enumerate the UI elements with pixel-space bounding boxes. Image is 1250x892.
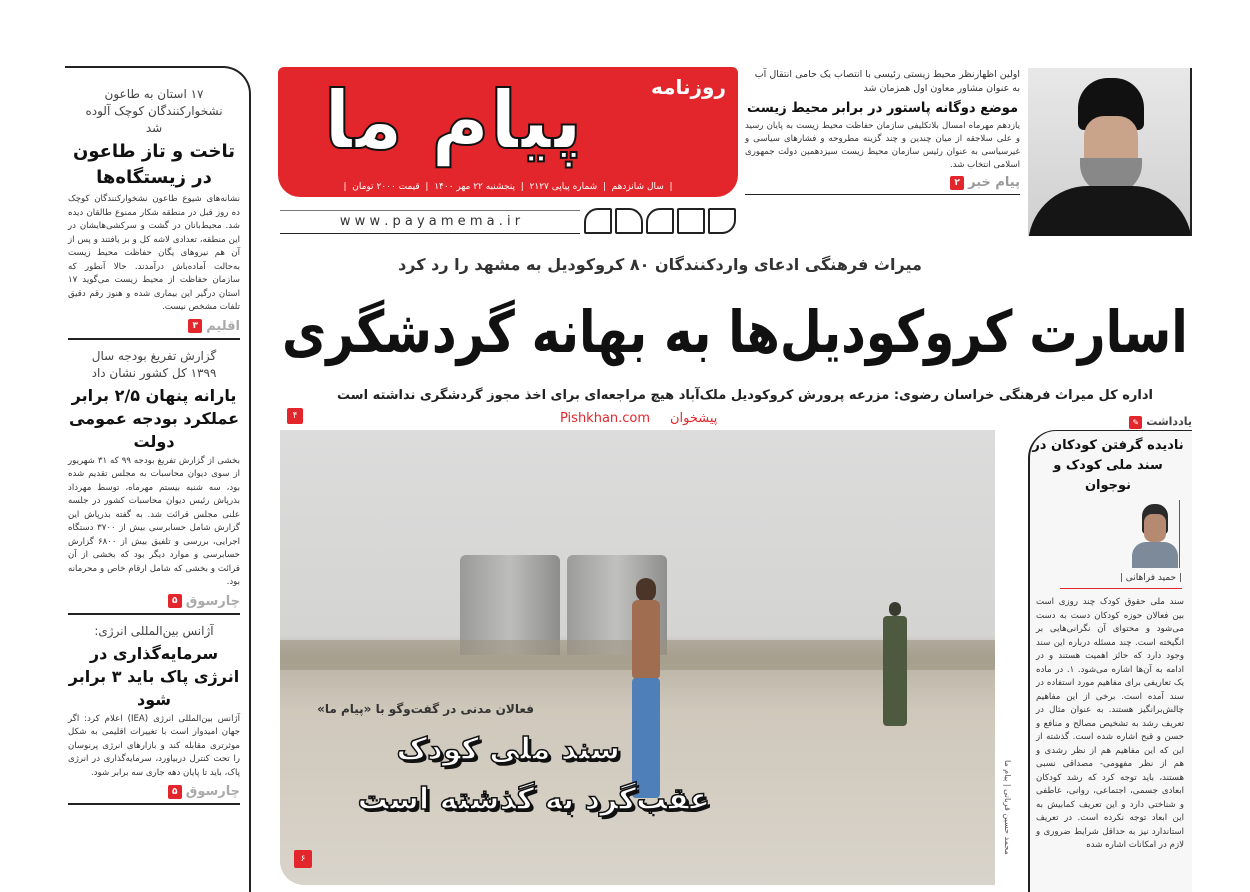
page-number: ۵ bbox=[168, 785, 182, 799]
story-kicker: گزارش تفریغ بودجه سال ۱۳۹۹ کل کشور نشان داد bbox=[91, 348, 217, 380]
note-headline[interactable]: نادیده گرفتن کودکان در سند ملی کودک و نوجوان bbox=[1032, 438, 1184, 493]
photo-page-number[interactable]: ۶ bbox=[294, 850, 312, 868]
story-headline-row bbox=[745, 96, 1020, 120]
section-link[interactable] bbox=[68, 784, 240, 799]
story-kicker-2: به عنوان مشاور معاون اول همزمان شد bbox=[863, 83, 1020, 94]
issue-info-row bbox=[288, 180, 728, 194]
masthead-logo[interactable] bbox=[278, 67, 738, 197]
photo-headline-2[interactable]: عقب‌گرد به گذشته است bbox=[357, 782, 710, 817]
man-figure bbox=[880, 602, 910, 732]
section-link[interactable] bbox=[68, 594, 240, 609]
issue-info: | سال شانزدهم | شماره پیاپی ۲۱۲۷ | پنجشنبه ۲۲ مهر ۱۴۰۰ | قیمت ۲۰۰۰ تومان | bbox=[343, 182, 673, 192]
story-kicker: اولین اظهارنظر محیط زیستی رئیسی با انتصاب یک حامی انتقال آب bbox=[754, 69, 1020, 80]
pre-title: روزنامه bbox=[651, 75, 726, 99]
note-body: سند ملی حقوق کودک چند روزی است بین فعالان حوزه کودکان دست به دست می‌شود و محتوای آن نگرانی‌هایی بر انگیخته است. چند مسئله درباره این سند وجود دارد که حائز اهمیت هستند و در ادامه به آن‌ها اشاره می‌شود. ۱. در ماده یک تعاریفی برای مفاهیم مورد استفاده در سند آمده است. برخی از این مفاهیم چالش‌برانگیز هستند. به عنوان مثال در تعریف رشد به تشخیص مصالح و منافع و حسن و قبح اشاره شده است. گذشته از این که این مفاهیم هم از نظر رشدی و هم از نظر مفهومی- مصداقی نسبی هستند، باید توجه کرد که رشد کودکان ابعادی جسمی، اجتماعی، روانی، عاطفی و شناختی دارد و این تعریف کمابیش به این ابعاد توجه نکرده است. در تعریف استاندارد نیز به حداقل شرایط ضروری و لازم در امکانات اشاره شده bbox=[1036, 597, 1184, 850]
main-page-number[interactable]: ۴ bbox=[287, 408, 303, 424]
story-headline: تاخت و تاز طاعون در زیستگاه‌ها bbox=[72, 141, 236, 188]
watermark-fa: پیشخوان bbox=[670, 411, 718, 426]
story-headline: موضع دوگانه پاستور در برابر محیط زیست bbox=[746, 100, 1019, 116]
note-label: یادداشت bbox=[1146, 415, 1192, 428]
author-name[interactable]: | حمید فراهانی | bbox=[1119, 573, 1182, 583]
main-photo[interactable] bbox=[280, 430, 995, 885]
story-kicker: آژانس بین‌المللی انرژی: bbox=[94, 623, 214, 638]
story-body: نشانه‌های شیوع طاعون نشخوارکنندگان کوچک ده روز قبل در منطقه شکار ممنوع طالقان دیده شد. محیط‌بانان در گشت و سرکشی‌هایشان در این منطقه، تعدادی لاشه کل و بز یافتند و پس از آن هم نیروهای یگان حفاظت محیط زیست به‌حالت آماده‌باش درآمدند. حالا آنطور که سازمان حفاظت از محیط زیست می‌گوید ۱۷ استان درگیر این بیماری شده و هنوز رقم دقیق تلفات مشخص نیست. bbox=[68, 194, 240, 312]
divider bbox=[68, 338, 240, 340]
top-story[interactable] bbox=[745, 68, 1020, 195]
author-photo bbox=[1128, 500, 1180, 568]
note-label-row bbox=[1100, 414, 1192, 430]
story-body: آژانس بین‌المللی انرژی (IEA) اعلام کرد: اگر جهان امیدوار است با تغییرات اقلیمی به شکل موثرتری مقابله کند و بازارهای انرژی پرنوسان را تحت کنترل دربیاورد، سرمایه‌گذاری در انرژی پاک، باید تا پایان دهه جاری سه برابر شود. bbox=[68, 713, 240, 778]
note-icon: ✎ bbox=[1129, 416, 1142, 429]
story-body: بخشی از گزارش تفریغ بودجه ۹۹ که ۳۱ شهریور از سوی دیوان محاسبات به مجلس تقدیم شده بود، سه شنبه بیستم مهرماه، توسط مهرداد بذرپاش رئیس دیوان محاسبات کشور در جلسه علنی مجلس قرائت شد. به گفته بذرپاش این گزارش شامل حسابرسی بیش از ۳۷۰۰ دستگاه اجرایی، بررسی و تلفیق بیش از ۶۸۰۰ گزارش حسابرسی و موارد دیگر بود که بخشی از آن قرائت و بخشی که شامل ارقام خاص و محرمانه بود. bbox=[68, 455, 241, 587]
page-number: ۲ bbox=[950, 176, 964, 190]
section-link[interactable] bbox=[68, 319, 240, 334]
main-kicker: میراث فرهنگی ادعای واردکنندگان ۸۰ کروکودیل به مشهد را رد کرد bbox=[398, 255, 922, 274]
logo-text: پیام ما bbox=[323, 74, 583, 167]
website-url[interactable]: w w w . p a y a m e m a . i r bbox=[339, 214, 521, 229]
url-bar bbox=[280, 210, 580, 234]
page-number: ۳ bbox=[188, 319, 202, 333]
story-headline: سرمایه‌گذاری در انرژی پاک باید ۳ برابر شود bbox=[68, 643, 240, 709]
story-headline: یارانه پنهان ۲/۵ برابر عملکرد بودجه عمومی دولت bbox=[68, 385, 240, 451]
main-headline[interactable]: اسارت کروکودیل‌ها به بهانه گردشگری bbox=[282, 298, 1188, 366]
page-number: ۵ bbox=[168, 594, 182, 608]
story-body: یازدهم مهرماه امسال بلاتکلیفی سازمان حفاظت محیط زیست به پایان رسید و علی سلاجقه از میان چندین و چند گزینه مطروحه و فشارهای سیاسی و غیرسیاسی به عنوان رئیس سازمان محیط زیست سیزدهمین دولت جمهوری اسلامی انتخاب شد. bbox=[745, 121, 1020, 170]
section-name: اقلیم bbox=[206, 318, 240, 334]
story-kicker: ۱۷ استان به طاعون نشخوارکنندگان کوچک آلوده شد bbox=[85, 87, 223, 135]
watermark: Pishkhan.com bbox=[560, 411, 651, 426]
photo-kicker: فعالان مدنی در گفت‌وگو با «پیام ما» bbox=[317, 702, 534, 716]
boy-figure bbox=[626, 578, 666, 808]
photo-credit: محمد حسین قربانی | پیام ما bbox=[1003, 760, 1012, 855]
photo-headline-1[interactable]: سند ملی کودک bbox=[396, 732, 620, 767]
left-story-3[interactable] bbox=[68, 623, 240, 806]
divider bbox=[745, 194, 1020, 195]
main-subheadline: اداره کل میراث فرهنگی خراسان رضوی: مزرعه پرورش کروکودیل ملک‌آباد هیچ مراجعه‌ای برای اخذ مجوز گردشگری نداشته است bbox=[337, 388, 1153, 403]
divider bbox=[68, 803, 240, 805]
logo-boxes-icon bbox=[584, 208, 736, 234]
section-name: پیام خبر bbox=[968, 175, 1020, 190]
top-right-rule bbox=[1190, 68, 1192, 236]
section-name: چارسوق bbox=[185, 784, 240, 799]
left-stories bbox=[68, 86, 240, 805]
author-rule bbox=[1060, 588, 1182, 589]
left-story-1[interactable] bbox=[68, 86, 240, 340]
section-name: چارسوق bbox=[185, 593, 240, 609]
main-headline-row bbox=[280, 290, 1190, 374]
portrait-photo bbox=[1028, 68, 1192, 236]
main-subheadline-row bbox=[310, 386, 1180, 406]
section-link[interactable] bbox=[745, 175, 1020, 190]
divider bbox=[68, 613, 240, 615]
left-story-2[interactable] bbox=[68, 348, 240, 615]
